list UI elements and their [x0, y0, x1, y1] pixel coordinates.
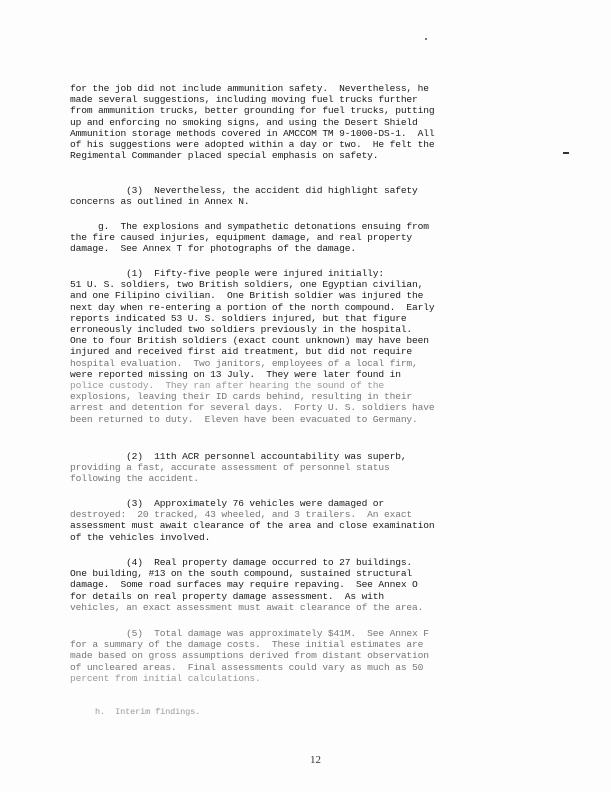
scan-speck — [425, 38, 427, 40]
text-line: of his suggestions were adopted within a day or two. He felt the — [70, 139, 435, 151]
text-line: One to four British soldiers (exact count unknown) may have been — [70, 335, 429, 347]
text-line: (1) Fifty-five people were injured initially: — [70, 268, 385, 279]
paragraph-3-vehicles — [70, 498, 560, 543]
paragraph-1-injuries — [70, 268, 560, 425]
text-line: hospital evaluation. Two janitors, employees of a local firm, — [70, 357, 418, 369]
text-line: h. Interim findings. — [70, 707, 201, 717]
paragraph-h-interim-findings — [70, 707, 560, 718]
text-line: made based on gross assumptions derived from distant observation — [70, 650, 429, 662]
text-line: Ammunition storage methods covered in AMCCOM TM 9-1000-DS-1. All — [70, 127, 435, 139]
paragraph-3-safety-concerns — [70, 185, 560, 207]
text-line: 51 U. S. soldiers, two British soldiers, one Egyptian civilian, — [70, 279, 424, 291]
text-line: (3) Nevertheless, the accident did highlight safety — [70, 185, 418, 196]
text-line: made several suggestions, including moving fuel trucks further — [70, 94, 418, 106]
paragraph-continuation-ammo-safety — [70, 83, 560, 161]
text-line: g. The explosions and sympathetic detonations ensuing from — [70, 221, 429, 232]
text-line: concerns as outlined in Annex N. — [70, 196, 250, 208]
text-line: and one Filipino civilian. One British soldier was injured the — [70, 290, 424, 302]
text-line: for details on real property damage assessment. As with — [70, 590, 385, 602]
text-line: damage. See Annex T for photographs of the damage. — [70, 243, 356, 255]
paragraph-4-real-property — [70, 557, 560, 613]
text-line: were reported missing on 13 July. They were later found in — [70, 368, 401, 380]
text-line: for a summary of the damage costs. These initial estimates are — [70, 639, 424, 651]
text-line: percent from initial calculations. — [70, 672, 261, 684]
page-number: 12 — [310, 754, 321, 766]
text-line: One building, #13 on the south compound, sustained structural — [70, 568, 413, 580]
text-line: erroneously included two soldiers previously in the hospital. — [70, 324, 413, 336]
text-line: vehicles, an exact assessment must await clearance of the area. — [70, 601, 424, 613]
text-line: the fire caused injuries, equipment damage, and real property — [70, 232, 413, 244]
text-line: been returned to duty. Eleven have been evacuated to Germany. — [70, 413, 418, 425]
text-line: (4) Real property damage occurred to 27 buildings. — [70, 557, 413, 568]
text-line: of uncleared areas. Final assessments could vary as much as 50 — [70, 661, 424, 673]
text-line: (5) Total damage was approximately $41M. See Annex F — [70, 628, 429, 639]
text-line: up and enforcing no smoking signs, and using the Desert Shield — [70, 116, 418, 128]
text-line: (3) Approximately 76 vehicles were damaged or — [70, 498, 385, 509]
text-line: destroyed: 20 tracked, 43 wheeled, and 3 trailers. An exact — [70, 509, 413, 521]
text-line: (2) 11th ACR personnel accountability was superb, — [70, 451, 407, 462]
text-line: damage. Some road surfaces may require repaving. See Annex O — [70, 579, 418, 591]
paragraph-2-accountability — [70, 451, 560, 485]
text-line: police custody. They ran after hearing the sound of the — [70, 380, 385, 392]
text-line: Regimental Commander placed special emphasis on safety. — [70, 150, 379, 162]
text-line: of the vehicles involved. — [70, 531, 211, 543]
text-line: reports indicated 53 U. S. soldiers injured, but that figure — [70, 312, 407, 324]
paragraph-g-explosions — [70, 221, 560, 255]
text-line: assessment must await clearance of the area and close examination — [70, 520, 435, 532]
text-line: explosions, leaving their ID cards behind, resulting in their — [70, 391, 413, 403]
text-line: providing a fast, accurate assessment of personnel status — [70, 462, 390, 474]
paragraph-5-total-damage — [70, 628, 560, 684]
text-line: injured and received first aid treatment, but did not require — [70, 346, 413, 358]
text-line: following the accident. — [70, 473, 199, 485]
text-line: next day when re-entering a portion of the north compound. Early — [70, 301, 435, 313]
text-line: from ammunition trucks, better grounding for fuel trucks, putting — [70, 105, 435, 117]
text-line: for the job did not include ammunition safety. Nevertheless, he — [70, 83, 429, 94]
text-line: arrest and detention for several days. Forty U. S. soldiers have — [70, 402, 435, 414]
margin-dash-mark — [563, 152, 569, 154]
